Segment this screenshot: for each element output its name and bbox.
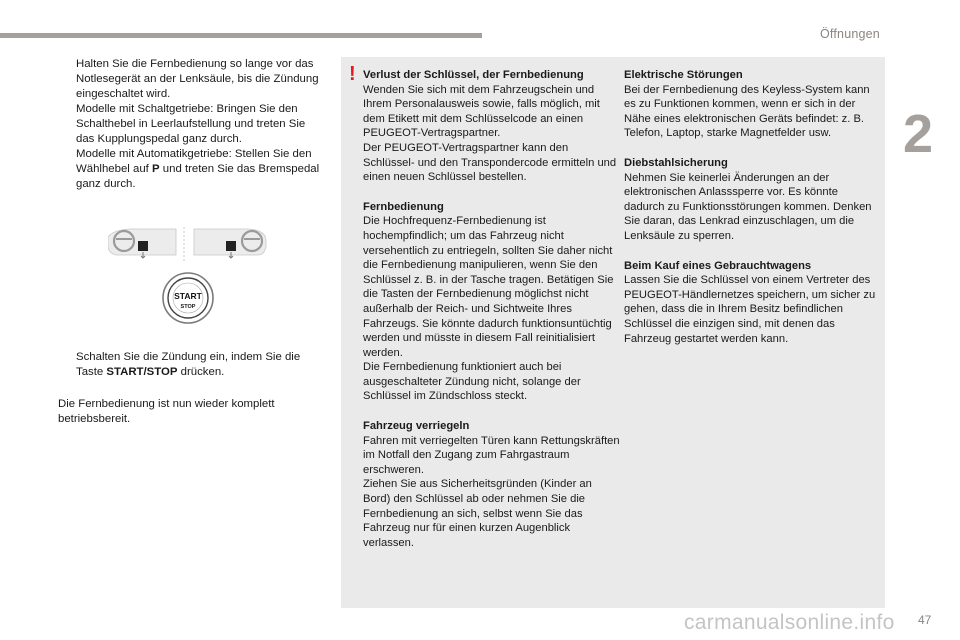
step-1 bbox=[58, 57, 324, 102]
page-number: 47 bbox=[918, 613, 932, 627]
section-text: Lassen Sie die Schlüssel von einem Vertreter des PEUGEOT-Händlernetzes speichern, um sicher zu gehen, dass die in Ihrem Besitz befindlichen Schlüssel die einzigen sind, mit denen das Fahrzeug gestartet werden kann. bbox=[624, 274, 876, 345]
section-vehicle-locking bbox=[363, 419, 621, 550]
step-4-text-after: drücken. bbox=[177, 366, 225, 378]
watermark: carmanualsonline.info bbox=[684, 611, 895, 634]
warning-exclamation-icon: ! bbox=[349, 63, 356, 85]
panel-column-2 bbox=[624, 68, 880, 361]
section-text: Fahren mit verriegelten Türen kann Rettungskräften im Notfall den Zugang zum Fahrgastraum erschweren. Ziehen Sie aus Sicherheitsgründen (Kinder an Bord) den Schlüssel ab oder nehmen Sie die Fernbedienung an sich, selbst wenn Sie das Fahrzeug nur für einen kurzen Augenblick verlassen. bbox=[363, 434, 620, 549]
start-stop-key-label: START/STOP bbox=[106, 366, 178, 378]
manual-car-pedal-icon bbox=[108, 229, 176, 258]
section-heading: Elektrische Störungen bbox=[624, 69, 743, 81]
section-used-car-purchase bbox=[624, 259, 880, 347]
start-stop-button-icon bbox=[163, 273, 213, 323]
final-note: Die Fernbedienung ist nun wieder komplett betriebsbereit. bbox=[58, 398, 275, 425]
instruction-steps bbox=[58, 57, 324, 192]
step-3-text-before: Modelle mit Automatikgetriebe: Stellen Sie den Wählhebel auf bbox=[76, 148, 312, 175]
step-4-text-before: Schalten Sie die Zündung ein, indem Sie die Taste bbox=[76, 351, 301, 378]
section-heading: Fernbedienung bbox=[363, 200, 444, 213]
step-2 bbox=[58, 102, 324, 147]
section-text: Nehmen Sie keinerlei Änderungen an der elektronischen Anlasssperre vor. Es könnte dadurch zu Funktionsstörungen kommen. Denken Sie daran, das Lenkrad einzuschlagen, um die Lenksäule zu sperren. bbox=[624, 171, 872, 242]
automatic-car-pedal-icon bbox=[194, 229, 266, 258]
panel-column-1 bbox=[363, 68, 621, 565]
section-electrical-interference bbox=[624, 68, 880, 141]
section-heading: Beim Kauf eines Gebrauchtwagens bbox=[624, 259, 812, 272]
gear-p-label: P bbox=[152, 163, 160, 175]
section-anti-theft bbox=[624, 156, 880, 244]
step-2-text: Modelle mit Schaltgetriebe: Bringen Sie den Schalthebel in Leerlaufstellung und treten Sie das Kupplungspedal ganz durch. bbox=[76, 103, 306, 145]
section-text: Bei der Fernbedienung des Keyless-System kann es zu Funktionen kommen, wenn er sich in der Nähe eines elektronischen Geräts befindet: z. B. Telefon, Laptop, starke Magnetfelder usw. bbox=[624, 83, 870, 140]
section-text: Wenden Sie sich mit dem Fahrzeugschein und Ihrem Personalausweis sowie, falls möglich, mit dem Etikett mit dem Schlüsselcode an einen PEUGEOT-Vertragspartner. Der PEUGEOT-Vertragspartner kann den Schlüssel- und den Transpondercode ermitteln und einen neuen Schlüssel bestellen. bbox=[363, 83, 617, 184]
stop-label: STOP bbox=[180, 304, 196, 310]
step-3-text-after: und treten Sie das Bremspedal ganz durch. bbox=[76, 163, 320, 190]
chapter-number: 2 bbox=[903, 104, 934, 164]
section-heading: Fahrzeug verriegeln bbox=[363, 420, 470, 433]
section-title: Öffnungen bbox=[820, 27, 880, 41]
pedal-and-start-button-illustration bbox=[108, 225, 268, 325]
section-key-loss bbox=[363, 68, 621, 185]
section-heading: Diebstahlsicherung bbox=[624, 156, 728, 169]
section-remote-control bbox=[363, 200, 621, 404]
step-1-text: Halten Sie die Fernbedienung so lange vor das Notlesegerät an der Lenksäule, bis die Zündung eingeschaltet wird. bbox=[76, 58, 319, 100]
section-text: Die Hochfrequenz-Fernbedienung ist hochempfindlich; um das Fahrzeug nicht versehentlich zu entriegeln, sollten Sie daher nicht die Fernbedienung manipulieren, wenn Sie den Schlüssel z. B. in der Tasche tragen. Betätigen Sie die Tasten der Fernbedienung möglichst nicht außerhalb der Reich- und Sichtweite Ihres Fahrzeugs. Sie könnte dadurch funktionsuntüchtig werden und müsste in diesem Fall reinitialisiert werden. Die Fernbedienung funktioniert auch bei ausgeschalteter Zündung nicht, solange der Schlüssel im Zündschloss steckt. bbox=[363, 215, 614, 403]
start-label: START bbox=[174, 291, 202, 301]
section-heading: Verlust der Schlüssel, der Fernbedienung bbox=[363, 69, 584, 81]
step-4 bbox=[58, 350, 324, 380]
header-rule bbox=[0, 33, 482, 38]
step-3 bbox=[58, 147, 324, 192]
